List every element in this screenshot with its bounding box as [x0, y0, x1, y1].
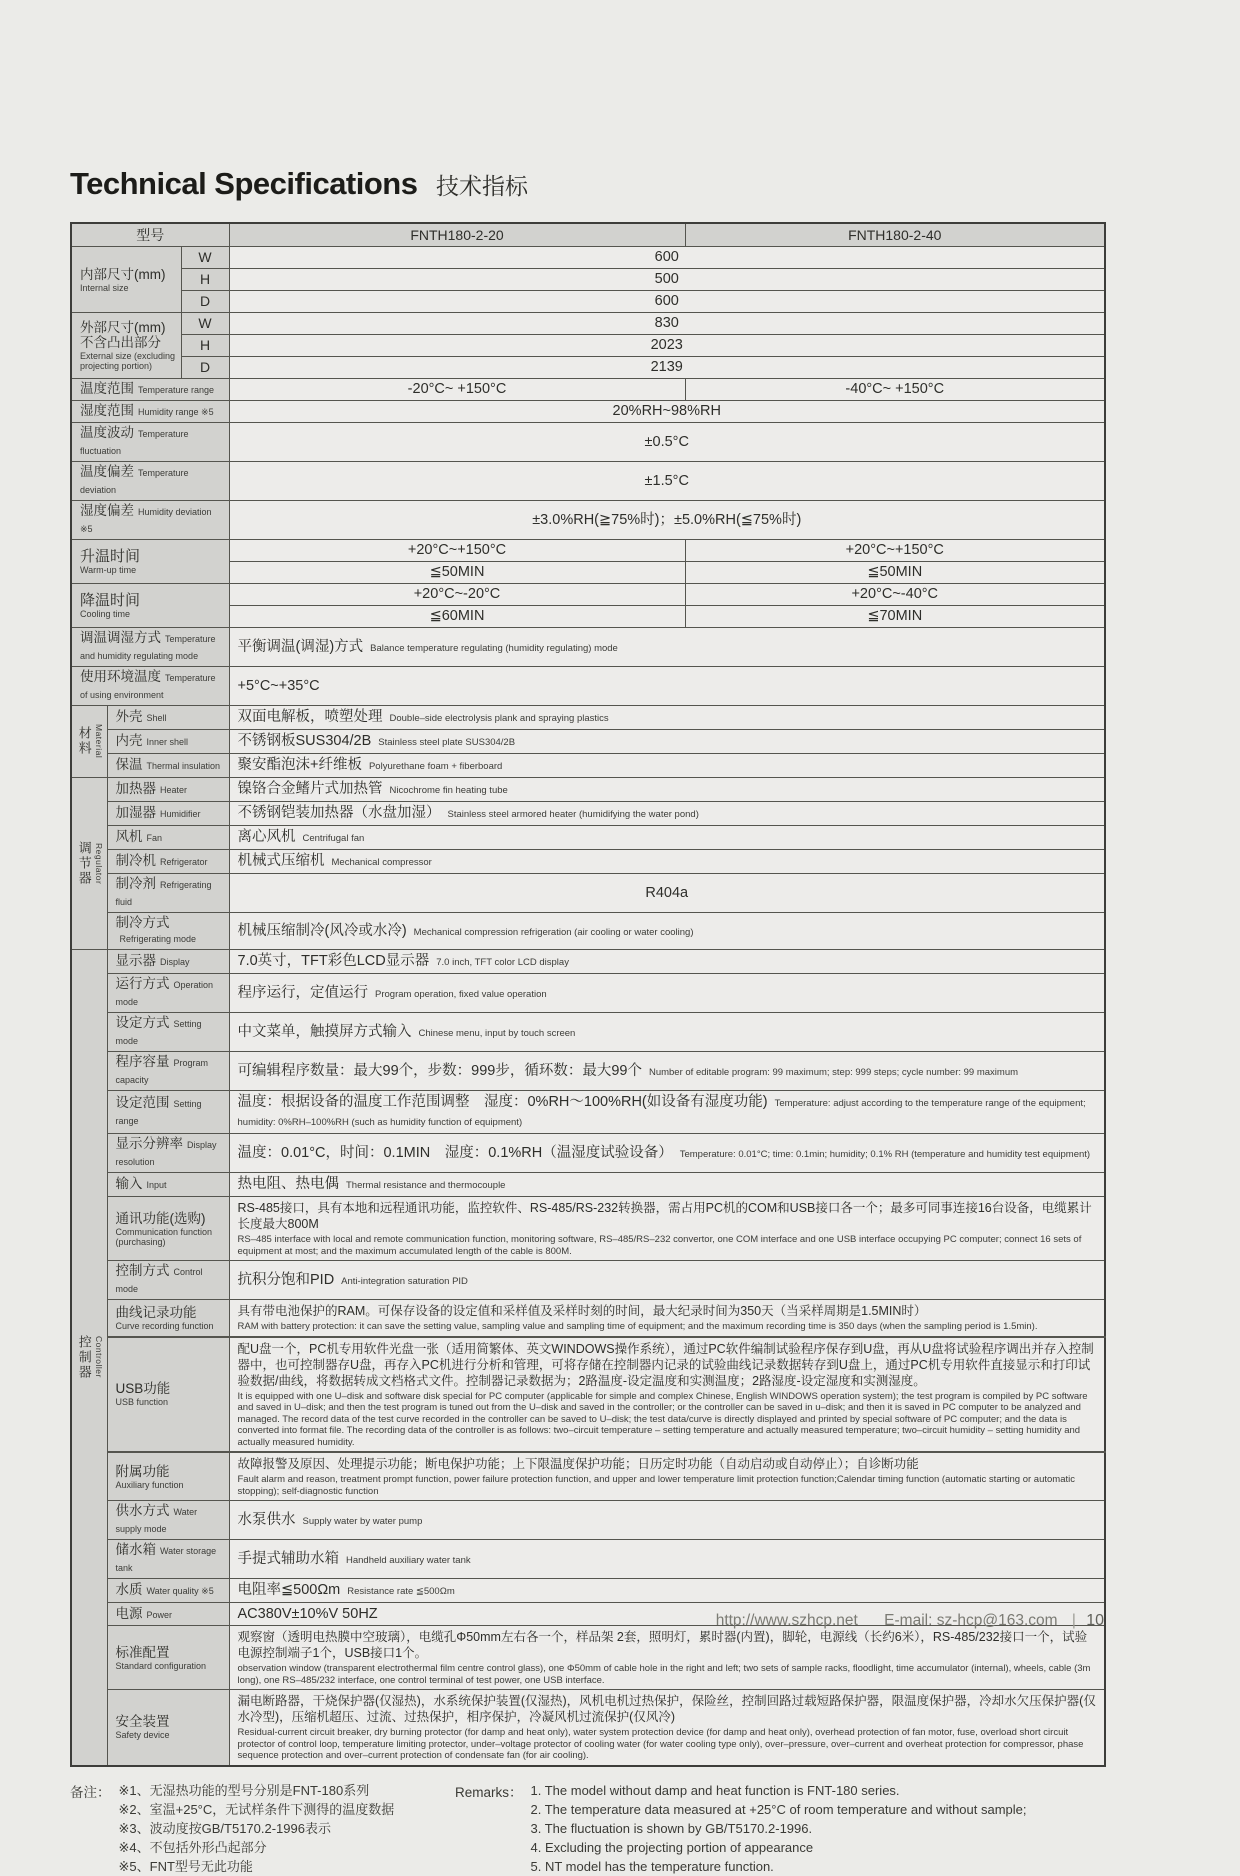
spec-value-cell: 中文菜单，触摸屏方式输入 Chinese menu, input by touch screen — [229, 1013, 1105, 1052]
table-row — [71, 1052, 1105, 1091]
spec-value-cell: +20°C~-40°C — [685, 584, 1105, 606]
spec-value-cell: ≦50MIN — [685, 562, 1105, 584]
remark-item: 5. NT model has the temperature function. — [530, 1858, 774, 1874]
dimension-letter-cell: H — [181, 269, 229, 291]
spec-label-cell: 加湿器 Humidifier — [107, 802, 229, 826]
title-chinese: 技术指标 — [435, 173, 528, 199]
spec-value-cell: 镍铬合金鳍片式加热管 Nicochrome fin heating tube — [229, 778, 1105, 802]
table-row — [71, 223, 1105, 247]
spec-label-cell: 保温 Thermal insulation — [107, 754, 229, 778]
remarks-chinese — [70, 1781, 455, 1876]
spec-value-cell: 聚安酯泡沫+纤维板 Polyurethane foam + fiberboard — [229, 754, 1105, 778]
spec-value-cell: -40°C~ +150°C — [685, 379, 1105, 401]
spec-value-cell: 热电阻、热电偶 Thermal resistance and thermocouple — [229, 1173, 1105, 1197]
spec-value-cell: 500 — [229, 269, 1105, 291]
spec-label-cell: 设定方式 Setting mode — [107, 1013, 229, 1052]
model-header-cell: FNTH180-2-20 — [229, 223, 685, 247]
table-row — [71, 850, 1105, 874]
table-row — [71, 826, 1105, 850]
remark-item: ※4、不包括外形凸起部分 — [118, 1839, 267, 1855]
spec-label-cell: 电源 Power — [107, 1603, 229, 1626]
spec-value-cell: -20°C~ +150°C — [229, 379, 685, 401]
spec-label-cell: 内壳 Inner shell — [107, 730, 229, 754]
group-label-cell: 控制器 Controller — [71, 950, 107, 1766]
table-row — [71, 802, 1105, 826]
model-header-cell: FNTH180-2-40 — [685, 223, 1105, 247]
spec-label-cell: 水质 Water quality ※5 — [107, 1579, 229, 1603]
spec-value-cell: ±1.5°C — [229, 462, 1105, 501]
spec-value-cell: AC380V±10%V 50HZ — [229, 1603, 1105, 1626]
spec-paragraph-cell: 配U盘一个，PC机专用软件光盘一张（适用简繁体、英文WINDOWS操作系统），通过PC软件编制试验程序保存到U盘，再从U盘将试验程序调出并存入控制器中，也可控制器存U盘，再存入PC机进行分析和管理，可将存储在控制器内记录的试验曲线记录数据转存到U盘上，通过PC机专用软件直接显示和打印试验数据/曲线，将数据转成文档格式文件。控制器记录数据为；2路温度-设定温度和实测温度；2路湿度-设定湿度和实测湿度。 It is equipped with one U–disk and software disk special for PC computer (applicable for simple and complex Chinese, English WINDOWS operation system); the test program is compiled by PC software and saved in U–disk; and then the test program is tuned out from the U–disk and saved in the controller; or the controller can be saved in u–disk; and then it is saved in PC computer to be analyzed and managed. The record data of the test curve recorded in the controller can be saved to U–disk; the test data/curve is directly displayed and printed by special software of PC computer; and the data is converted into format file. The recording data of the controller is as follows: two–circuit temperature – setting temperature and actually measured temperature; two–circuit humidity – setting humidity and actually measured humidity. — [229, 1337, 1105, 1453]
table-row — [71, 730, 1105, 754]
spec-label-cell: 降温时间 Cooling time — [71, 584, 229, 628]
spec-label-cell: 制冷方式Refrigerating mode — [107, 913, 229, 950]
table-row — [71, 1197, 1105, 1261]
spec-label-cell: 曲线记录功能 Curve recording function — [107, 1300, 229, 1337]
table-row — [71, 1579, 1105, 1603]
table-row — [71, 628, 1105, 667]
spec-paragraph-cell: 观察窗（透明电热膜中空玻璃），电缆孔Φ50mm左右各一个，样品架 2套，照明灯，累时器(内置)，脚轮，电源线（长约6米），RS-485/232接口一个，试验电源控制端子1个，USB接口1个。 observation window (transparent electrothermal film centre control glass), one Φ50mm of cable hole in the right and left; two sets of sample racks, floodlight, time accumulator (internal), wheels, cable (3m long), one RS–485/232 interface, one control terminal of test power, one USB interface. — [229, 1626, 1105, 1690]
spec-label-cell: 温度波动 Temperature fluctuation — [71, 423, 229, 462]
remarks-section — [70, 1781, 1104, 1876]
footer-url: http://www.szhcp.net — [715, 1612, 858, 1629]
table-row — [71, 1091, 1105, 1134]
spec-value-cell: 程序运行，定值运行 Program operation, fixed value operation — [229, 974, 1105, 1013]
spec-paragraph-cell: 具有带电池保护的RAM。可保存设备的设定值和采样值及采样时刻的时间，最大纪录时间为350天（当采样周期是1.5MIN时） RAM with battery protection: it can save the setting value, sampling value and sampling time of equipment; and the maximum recording time is 350 days (when the sampling period is 1.5min). — [229, 1300, 1105, 1337]
spec-value-cell: 温度：根据设备的温度工作范围调整 湿度：0%RH～100%RH(如设备有湿度功能) Temperature: adjust according to the temperature range of the equipment; humidity: 0%RH–100%RH (such as humidity function of equipment) — [229, 1091, 1105, 1134]
spec-value-cell: 600 — [229, 291, 1105, 313]
remark-item: 3. The fluctuation is shown by GB/T5170.2-1996. — [530, 1820, 813, 1836]
spec-paragraph-cell: 故障报警及原因、处理提示功能；断电保护功能；上下限温度保护功能；日历定时功能（自动启动或自动停止）；自诊断功能 Fault alarm and reason, treatment prompt function, power failure protection function, and upper and lower temperature limit protection function;Calendar timing function (automatic starting or automatic stopping); self-diagnostic function — [229, 1452, 1105, 1501]
footer-email: E-mail: sz-hcp@163.com — [884, 1612, 1058, 1629]
spec-label-cell: 显示器 Display — [107, 950, 229, 974]
spec-label-cell: 外壳 Shell — [107, 706, 229, 730]
page-title — [70, 166, 1104, 202]
spec-label-cell: 附属功能 Auxiliary function — [107, 1452, 229, 1501]
dimension-letter-cell: D — [181, 357, 229, 379]
page-footer — [70, 1612, 1104, 1630]
table-row — [71, 1134, 1105, 1173]
title-english: Technical Specifications — [70, 166, 418, 201]
spec-value-cell: ≦70MIN — [685, 606, 1105, 628]
spec-label-cell: 安全装置 Safety device — [107, 1690, 229, 1766]
spec-value-cell: 离心风机 Centrifugal fan — [229, 826, 1105, 850]
table-row — [71, 1013, 1105, 1052]
spec-value-cell: 水泵供水 Supply water by water pump — [229, 1501, 1105, 1540]
table-row — [71, 335, 1105, 357]
spec-value-cell: +20°C~+150°C — [229, 540, 685, 562]
spec-paragraph-cell: 漏电断路器，干烧保护器(仅湿热)，水系统保护装置(仅湿热)，风机电机过热保护，保险丝，控制回路过载短路保护器，限温度保护器，冷却水欠压保护器(仅水冷型)，压缩机超压、过流、过热保护，相序保护，冷凝风机过流保护(仅风冷) Residual-current circuit breaker, dry burning protector (for damp and heat only), water system protection device (for damp and heat only), overhead protection of fan motor, fuse, overload short circuit protector of control loop, temperature limiting protector, under–voltage protector of cooling water (for water cooling type only), over–pressure, over–current and overheat protection for compressor, phase sequence protection and over–current protection of condensate fan (for air cooling). — [229, 1690, 1105, 1766]
table-row — [71, 1261, 1105, 1300]
table-row — [71, 1626, 1105, 1690]
table-row — [71, 1173, 1105, 1197]
model-header-cell: 型号 — [71, 223, 229, 247]
table-row — [71, 1501, 1105, 1540]
spec-value-cell: ±0.5°C — [229, 423, 1105, 462]
table-row — [71, 706, 1105, 730]
table-row — [71, 247, 1105, 269]
footer-divider: | — [1071, 1612, 1076, 1629]
table-row — [71, 754, 1105, 778]
remark-item: ※2、室温+25°C，无试样条件下测得的温度数据 — [118, 1801, 395, 1817]
table-row — [71, 1540, 1105, 1579]
remarks-items-en — [523, 1781, 1027, 1876]
table-row — [71, 313, 1105, 335]
table-row — [71, 667, 1105, 706]
spec-value-cell: 600 — [229, 247, 1105, 269]
spec-value-cell: 电阻率≦500Ωm Resistance rate ≦500Ωm — [229, 1579, 1105, 1603]
table-row — [71, 913, 1105, 950]
spec-label-cell: 内部尺寸(mm) Internal size — [71, 247, 181, 313]
spec-label-cell: 外部尺寸(mm) 不含凸出部分 External size (excluding projecting portion) — [71, 313, 181, 379]
table-row — [71, 401, 1105, 423]
spec-label-cell: USB功能 USB function — [107, 1337, 229, 1453]
spec-label-cell: 湿度范围 Humidity range ※5 — [71, 401, 229, 423]
table-row — [71, 423, 1105, 462]
spec-value-cell: 2023 — [229, 335, 1105, 357]
spec-value-cell: +5°C~+35°C — [229, 667, 1105, 706]
table-row — [71, 1300, 1105, 1337]
spec-label-cell: 运行方式 Operation mode — [107, 974, 229, 1013]
remarks-english — [455, 1781, 1027, 1876]
spec-value-cell: 7.0英寸，TFT彩色LCD显示器 7.0 inch, TFT color LCD display — [229, 950, 1105, 974]
table-row — [71, 950, 1105, 974]
table-row — [71, 357, 1105, 379]
dimension-letter-cell: W — [181, 313, 229, 335]
table-row — [71, 1690, 1105, 1766]
spec-value-cell: R404a — [229, 874, 1105, 913]
dimension-letter-cell: D — [181, 291, 229, 313]
spec-label-cell: 标准配置 Standard configuration — [107, 1626, 229, 1690]
page-number: 10 — [1086, 1612, 1104, 1629]
spec-value-cell: 手提式辅助水箱 Handheld auxiliary water tank — [229, 1540, 1105, 1579]
remark-item: ※3、波动度按GB/T5170.2-1996表示 — [118, 1820, 331, 1836]
table-row — [71, 462, 1105, 501]
spec-value-cell: 不锈钢板SUS304/2B Stainless steel plate SUS304/2B — [229, 730, 1105, 754]
spec-value-cell: 830 — [229, 313, 1105, 335]
table-row — [71, 269, 1105, 291]
remark-item: 1. The model without damp and heat function is FNT-180 series. — [530, 1782, 900, 1798]
spec-label-cell: 程序容量 Program capacity — [107, 1052, 229, 1091]
spec-value-cell: 不锈钢铠装加热器（水盘加湿） Stainless steel armored heater (humidifying the water pond) — [229, 802, 1105, 826]
table-row — [71, 540, 1105, 562]
remarks-items-cn — [111, 1781, 395, 1876]
spec-value-cell: 机械压缩制冷(风冷或水冷) Mechanical compression refrigeration (air cooling or water cooling) — [229, 913, 1105, 950]
remark-item: 2. The temperature data measured at +25°C of room temperature and without sample; — [530, 1801, 1027, 1817]
dimension-letter-cell: H — [181, 335, 229, 357]
spec-label-cell: 输入 Input — [107, 1173, 229, 1197]
remark-item: ※1、无湿热功能的型号分别是FNT-180系列 — [118, 1782, 370, 1798]
spec-label-cell: 湿度偏差 Humidity deviation ※5 — [71, 501, 229, 540]
spec-value-cell: ≦50MIN — [229, 562, 685, 584]
table-row — [71, 974, 1105, 1013]
spec-label-cell: 供水方式 Water supply mode — [107, 1501, 229, 1540]
spec-value-cell: +20°C~-20°C — [229, 584, 685, 606]
table-row — [71, 379, 1105, 401]
spec-label-cell: 储水箱 Water storage tank — [107, 1540, 229, 1579]
spec-value-cell: ≦60MIN — [229, 606, 685, 628]
spec-value-cell: 2139 — [229, 357, 1105, 379]
remark-item: 4. Excluding the projecting portion of appearance — [530, 1839, 814, 1855]
table-row — [71, 1452, 1105, 1501]
spec-paragraph-cell: RS-485接口，具有本地和远程通讯功能，监控软件、RS-485/RS-232转换器，需占用PC机的COM和USB接口各一个；最多可同事连接16台设备，电缆累计长度最大800M RS–485 interface with local and remote communication function, monitoring software, RS–485/RS–232 convertor, one COM interface and one USB interface occupying PC computer; connect 16 sets of equipment at most; and the maximum accumulated length of the cable is 800M. — [229, 1197, 1105, 1261]
spec-value-cell: ±3.0%RH(≧75%时)；±5.0%RH(≦75%时) — [229, 501, 1105, 540]
spec-value-cell: +20°C~+150°C — [685, 540, 1105, 562]
spec-label-cell: 加热器 Heater — [107, 778, 229, 802]
table-row — [71, 584, 1105, 606]
spec-value-cell: 抗积分饱和PID Anti-integration saturation PID — [229, 1261, 1105, 1300]
spec-label-cell: 使用环境温度 Temperature of using environment — [71, 667, 229, 706]
table-row — [71, 874, 1105, 913]
dimension-letter-cell: W — [181, 247, 229, 269]
table-row — [71, 1337, 1105, 1453]
spec-label-cell: 风机 Fan — [107, 826, 229, 850]
remarks-label-cn: 备注： — [70, 1784, 111, 1800]
table-row — [71, 501, 1105, 540]
spec-value-cell: 双面电解板，喷塑处理 Double–side electrolysis plank and spraying plastics — [229, 706, 1105, 730]
table-row — [71, 291, 1105, 313]
spec-value-cell: 平衡调温(调湿)方式 Balance temperature regulating (humidity regulating) mode — [229, 628, 1105, 667]
spec-label-cell: 制冷剂 Refrigerating fluid — [107, 874, 229, 913]
spec-label-cell: 调温调湿方式 Temperature and humidity regulating mode — [71, 628, 229, 667]
spec-label-cell: 通讯功能(选购) Communication function (purchasing) — [107, 1197, 229, 1261]
group-label-cell: 调节器 Regulator — [71, 778, 107, 950]
specs-table — [70, 222, 1106, 1767]
group-label-cell: 材料 Material — [71, 706, 107, 778]
spec-label-cell: 制冷机 Refrigerator — [107, 850, 229, 874]
specs-table-body — [71, 223, 1105, 1766]
spec-label-cell: 温度偏差 Temperature deviation — [71, 462, 229, 501]
spec-value-cell: 温度：0.01°C，时间：0.1MIN 湿度：0.1%RH（温湿度试验设备） Temperature: 0.01°C; time: 0.1min; humidity; 0.1% RH (temperature and humidity test equipment) — [229, 1134, 1105, 1173]
spec-label-cell: 控制方式 Control mode — [107, 1261, 229, 1300]
spec-value-cell: 20%RH~98%RH — [229, 401, 1105, 423]
spec-label-cell: 设定范围 Setting range — [107, 1091, 229, 1134]
spec-value-cell: 可编辑程序数量：最大99个，步数：999步，循环数：最大99个 Number of editable program: 99 maximum; step: 999 steps; cycle number: 99 maximum — [229, 1052, 1105, 1091]
spec-label-cell: 显示分辨率 Display resolution — [107, 1134, 229, 1173]
spec-value-cell: 机械式压缩机 Mechanical compressor — [229, 850, 1105, 874]
remark-item: ※5、FNT型号无此功能 — [118, 1858, 253, 1874]
remarks-label-en: Remarks： — [455, 1784, 523, 1800]
spec-label-cell: 升温时间 Warm-up time — [71, 540, 229, 584]
table-row — [71, 778, 1105, 802]
spec-label-cell: 温度范围 Temperature range — [71, 379, 229, 401]
